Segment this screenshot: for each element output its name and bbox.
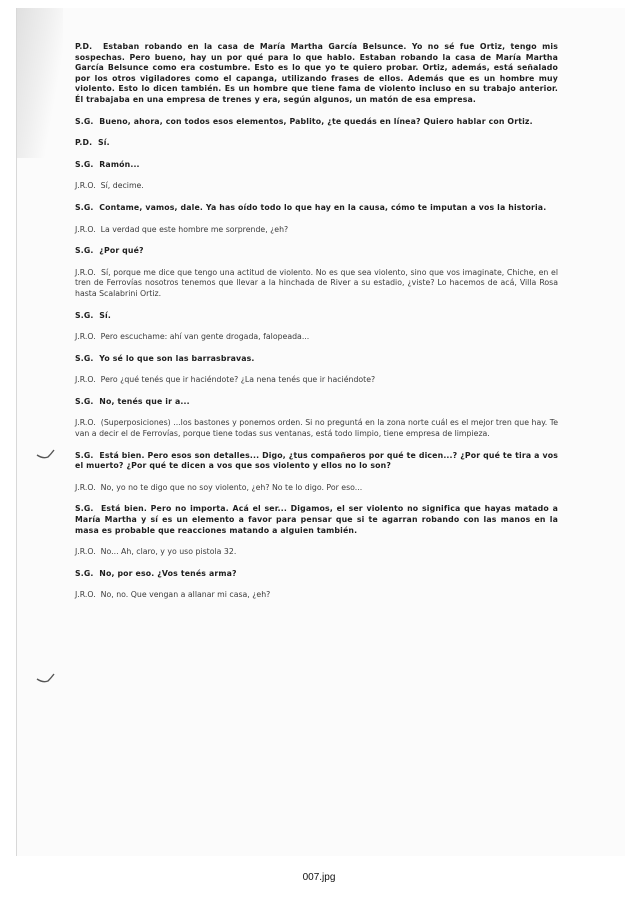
paragraph-text: Sí. [98, 138, 110, 148]
paragraph-text: Ramón... [99, 159, 140, 169]
speaker-label: S.G. [75, 353, 94, 363]
transcript-paragraph [75, 569, 558, 580]
transcript-paragraph [75, 418, 558, 439]
speaker-label: S.G. [75, 246, 94, 256]
paragraph-text: Contame, vamos, dale. Ya has oído todo lo que hay en la causa, cómo te imputan a vos la historia. [99, 202, 547, 212]
transcript-paragraph [75, 547, 558, 558]
paragraph-text: No, tenés que ir a... [99, 396, 190, 406]
speaker-label: J.R.O. [75, 482, 96, 492]
paragraph-text: Sí. [99, 310, 111, 320]
transcript-paragraph [75, 354, 558, 365]
paragraph-text: No, yo no te digo que no soy violento, ¿eh? No te lo digo. Por eso... [100, 482, 363, 492]
speaker-label: P.D. [75, 42, 93, 51]
transcript-paragraph [75, 504, 558, 536]
paragraph-text: Pero ¿qué tenés que ir haciéndote? ¿La nena tenés que ir haciéndote? [100, 375, 376, 385]
pen-tick-mark [35, 672, 57, 686]
transcript-paragraph [75, 42, 558, 106]
speaker-label: J.R.O. [75, 418, 96, 428]
transcript-paragraph [75, 590, 558, 601]
transcript-body [75, 42, 558, 612]
speaker-label: J.R.O. [75, 332, 96, 342]
transcript-paragraph [75, 397, 558, 408]
speaker-label: J.R.O. [75, 224, 96, 234]
transcript-paragraph [75, 311, 558, 322]
paragraph-text: Está bien. Pero no importa. Acá el ser... Digamos, el ser violento no significa que hayas matado a María Martha y sí es un elemento a favor para pensar que si te agarran robando con las manos en la masa es probable que reacciones matando a alguien también. [75, 504, 558, 535]
speaker-label: S.G. [75, 450, 94, 460]
transcript-paragraph [75, 332, 558, 343]
speaker-label: S.G. [75, 504, 94, 514]
transcript-paragraph [75, 117, 558, 128]
paragraph-text: No, por eso. ¿Vos tenés arma? [99, 568, 237, 578]
speaker-label: J.R.O. [75, 590, 96, 600]
paragraph-text: Bueno, ahora, con todos esos elementos, Pablito, ¿te quedás en línea? Quiero hablar con Ortiz. [99, 116, 533, 126]
transcript-paragraph [75, 451, 558, 472]
speaker-label: P.D. [75, 138, 93, 148]
speaker-label: S.G. [75, 159, 94, 169]
paragraph-text: (Superposiciones) ...los bastones y ponemos orden. Si no preguntá en la zona norte cuál es el mejor tren que hay. Te van a decir el de Ferrovías, porque tiene todas sus ventanas, está todo limpio, tiene empresa de limpieza. [75, 418, 558, 439]
transcript-paragraph [75, 225, 558, 236]
paragraph-text: Estaban robando en la casa de María Martha García Belsunce. Yo no sé fue Ortiz, tengo mis sospechas. Pero bueno, hay un por qué para lo que hablo. Estaban robando la casa de María Martha García Belsunce como era costumbre. Esto es lo que yo te quiero probar. Ortiz, además, está señalado por los otros vigiladores como el capanga, utilizando frases de ellos. Además que es un hombre muy violento. Esto lo dicen también. Es un hombre que tiene fama de violento incluso en su trabajo anterior. Él trabajaba en una empresa de trenes y era, según algunos, un matón de esa empresa. [75, 42, 558, 104]
transcript-paragraph [75, 483, 558, 494]
transcript-paragraph [75, 138, 558, 149]
paragraph-text: Sí, porque me dice que tengo una actitud de violento. No es que sea violento, sino que vos imaginate, Chiche, en el tren de Ferrovías nosotros tenemos que llevar a la hinchada de River a su estadio, ¿viste? Lo hacemos de acá, Villa Rosa hasta Scalabrini Ortiz. [75, 267, 558, 298]
paragraph-text: Sí, decime. [100, 181, 144, 191]
paragraph-text: No... Ah, claro, y yo uso pistola 32. [100, 547, 237, 557]
image-filename: 007.jpg [302, 872, 336, 883]
speaker-label: S.G. [75, 202, 94, 212]
speaker-label: S.G. [75, 116, 94, 126]
speaker-label: J.R.O. [75, 547, 96, 557]
paragraph-text: Pero escuchame: ahí van gente drogada, falopeada... [100, 332, 310, 342]
speaker-label: S.G. [75, 568, 94, 578]
speaker-label: J.R.O. [75, 267, 96, 277]
speaker-label: J.R.O. [75, 181, 96, 191]
speaker-label: S.G. [75, 310, 94, 320]
paragraph-text: Yo sé lo que son las barrasbravas. [99, 353, 255, 363]
paragraph-text: La verdad que este hombre me sorprende, ¿eh? [100, 224, 289, 234]
speaker-label: S.G. [75, 396, 94, 406]
transcript-paragraph [75, 375, 558, 386]
paragraph-text: Está bien. Pero esos son detalles... Digo, ¿tus compañeros por qué te dicen...? ¿Por qué te tira a vos el muerto? ¿Por qué te dicen a vos que sos violento y ellos no lo son? [75, 450, 558, 471]
page-fold-shadow [17, 8, 63, 158]
speaker-label: J.R.O. [75, 375, 96, 385]
transcript-paragraph [75, 160, 558, 171]
paragraph-text: ¿Por qué? [99, 246, 144, 256]
pen-tick-mark [35, 448, 57, 462]
transcript-paragraph [75, 181, 558, 192]
transcript-paragraph [75, 203, 558, 214]
paragraph-text: No, no. Que vengan a allanar mi casa, ¿eh? [100, 590, 271, 600]
transcript-paragraph [75, 246, 558, 257]
transcript-paragraph [75, 268, 558, 300]
